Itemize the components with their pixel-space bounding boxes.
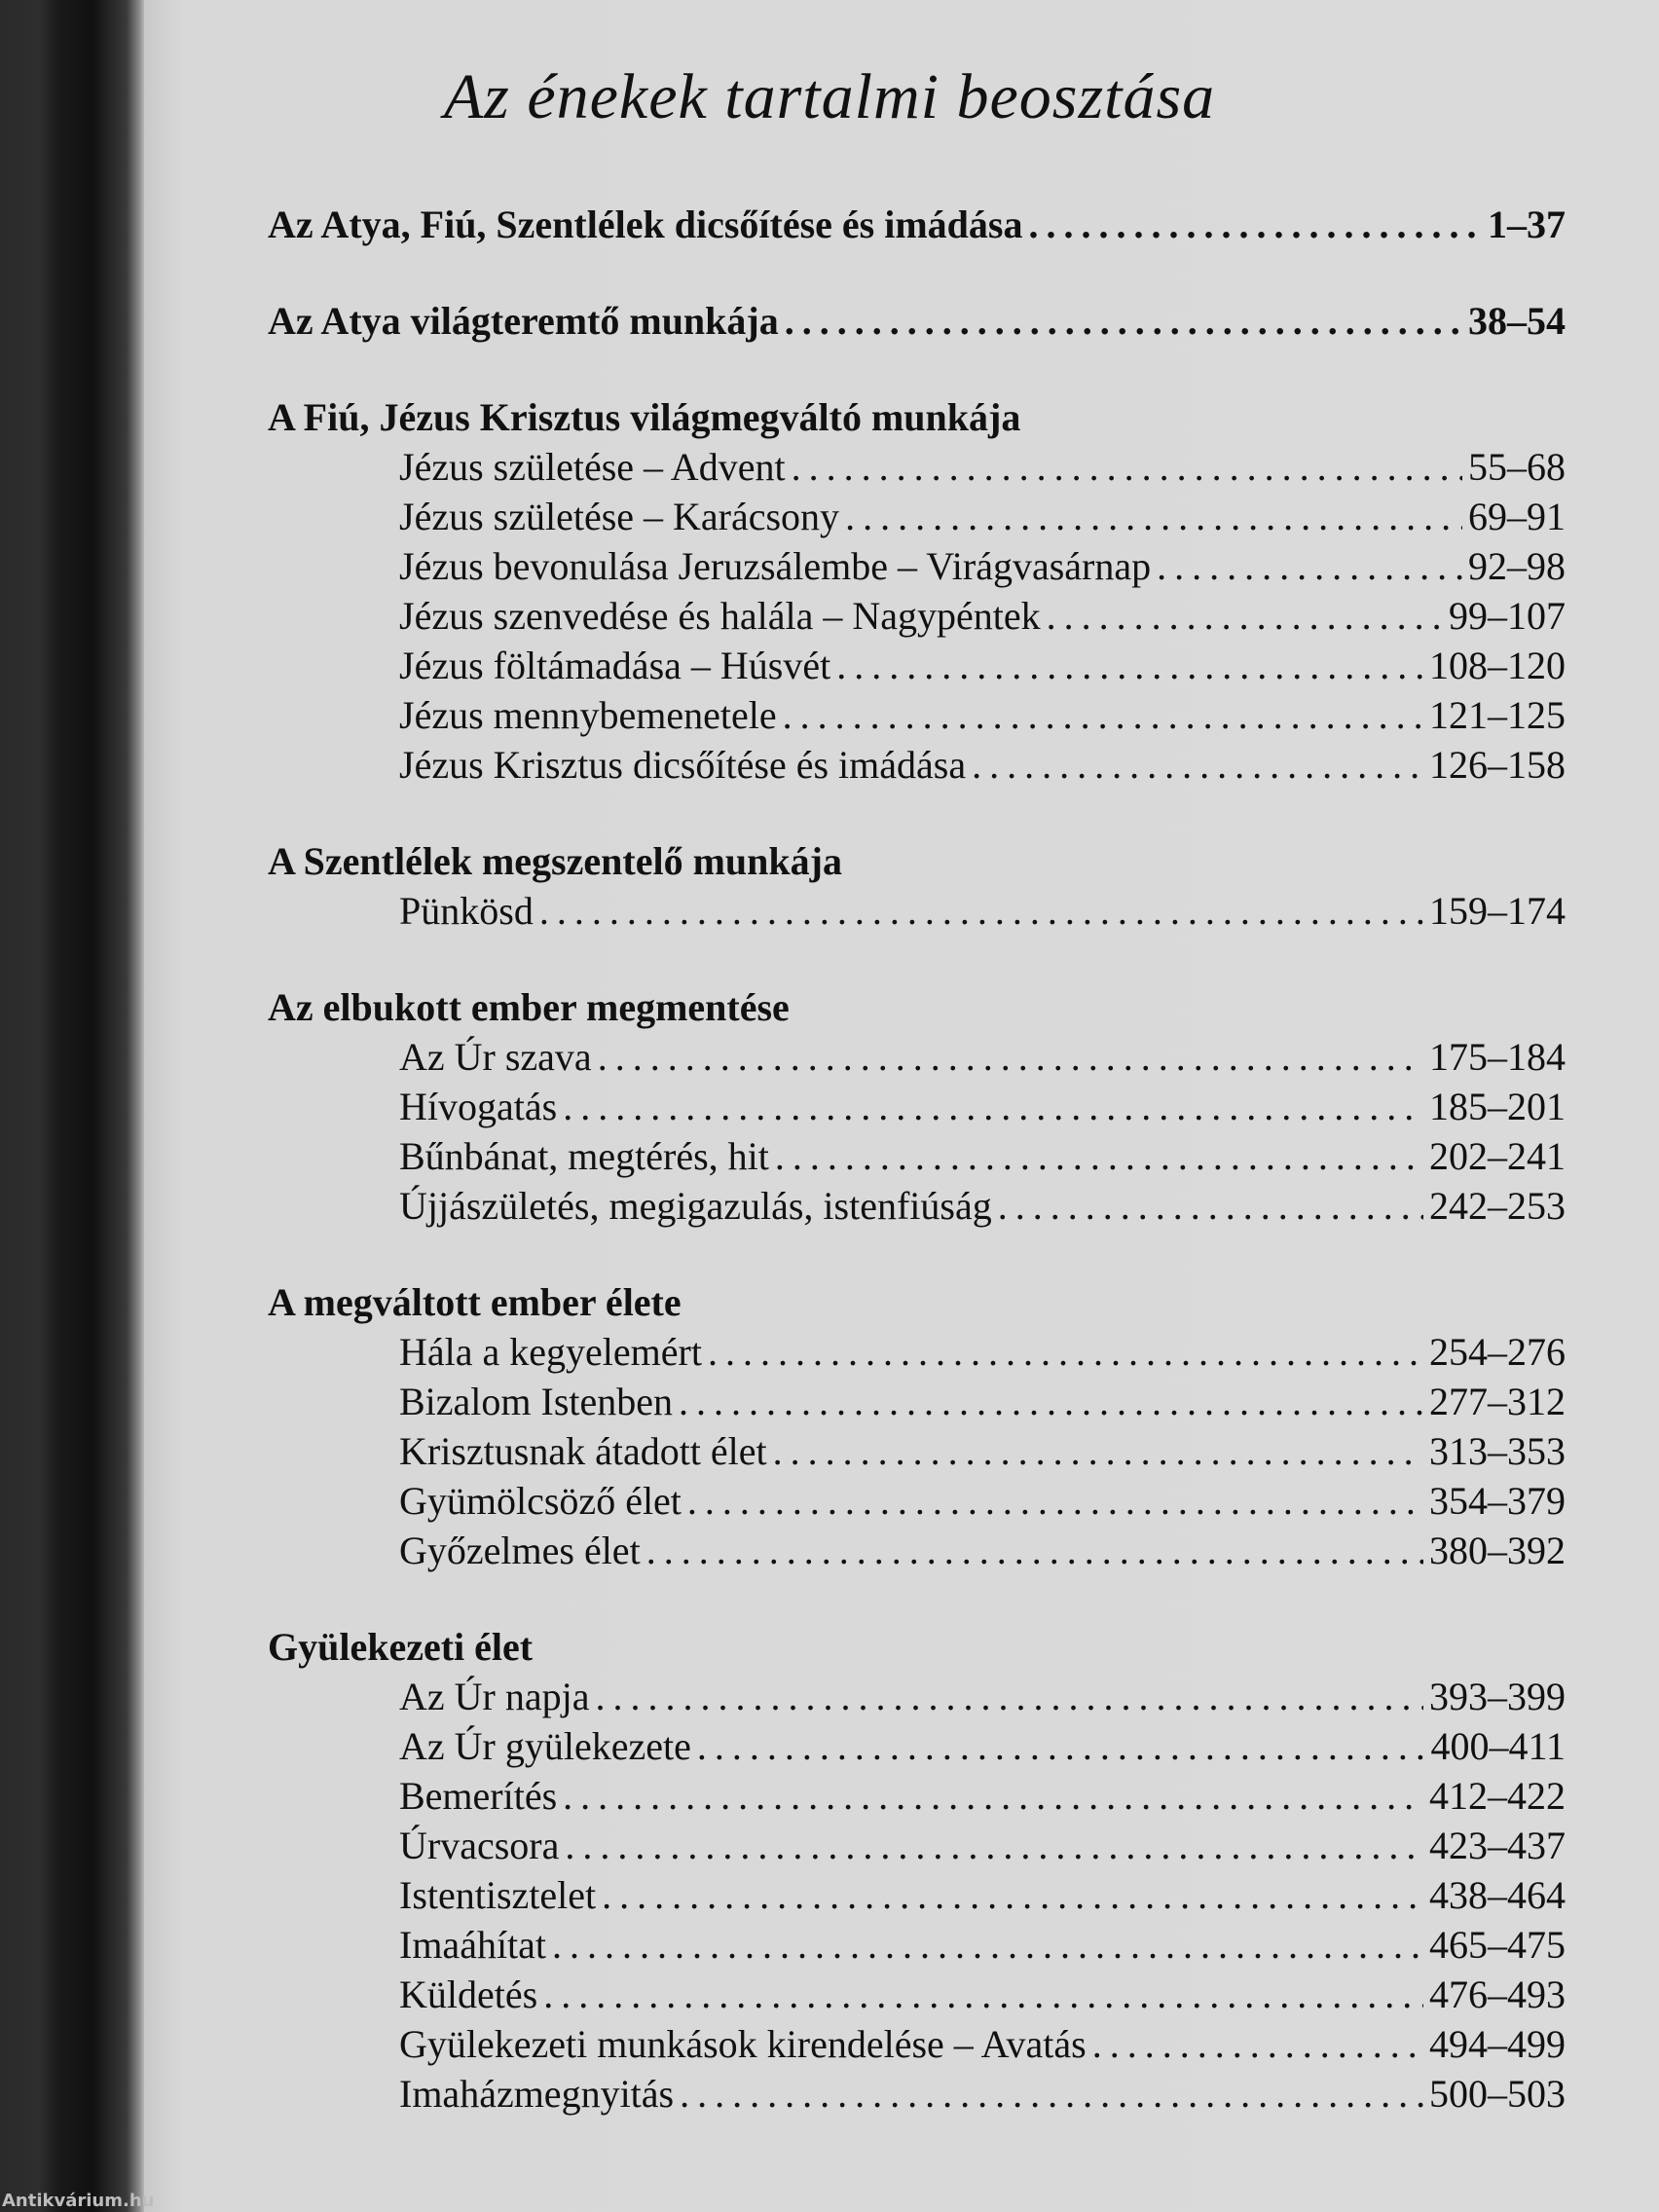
toc-entry <box>268 1672 1566 1721</box>
dot-leader <box>679 1377 1423 1426</box>
entry-range: 242–253 <box>1429 1184 1566 1228</box>
toc-entry <box>268 1721 1566 1771</box>
entry-range: 393–399 <box>1429 1675 1566 1718</box>
toc-entry <box>268 442 1566 492</box>
dot-leader <box>687 1476 1423 1526</box>
entry-title: Küldetés <box>399 1972 538 2016</box>
entry-range: 494–499 <box>1429 2022 1566 2066</box>
dot-leader <box>836 641 1423 690</box>
entry-title: Bizalom Istenben <box>399 1380 674 1423</box>
dot-leader <box>595 1672 1423 1721</box>
dot-leader <box>773 1426 1423 1476</box>
entry-title: Jézus bevonulása Jeruzsálembe – Virágvasárnap <box>399 544 1152 588</box>
toc-entry <box>268 492 1566 541</box>
toc-entry <box>268 1526 1566 1575</box>
toc-entry <box>268 1821 1566 1870</box>
entry-title: Jézus születése – Karácsony <box>399 495 840 538</box>
entry-title: Úrvacsora <box>399 1824 560 1867</box>
entry-range: 277–312 <box>1429 1380 1566 1423</box>
toc-section-heading <box>268 1277 1566 1327</box>
toc-section-heading <box>268 1622 1566 1672</box>
dot-leader <box>539 886 1423 936</box>
entry-range: 108–120 <box>1429 644 1566 687</box>
dot-leader <box>972 740 1423 790</box>
entry-range: 121–125 <box>1429 693 1566 737</box>
toc-entry <box>268 1920 1566 1970</box>
entry-title: Hála a kegyelemért <box>399 1330 702 1374</box>
entry-range: 438–464 <box>1429 1873 1566 1917</box>
toc-section-heading <box>268 836 1566 886</box>
entry-range: 354–379 <box>1429 1479 1566 1523</box>
dot-leader <box>775 1131 1423 1181</box>
entry-range: 313–353 <box>1429 1429 1566 1473</box>
toc-section-heading <box>268 296 1566 346</box>
dot-leader <box>646 1526 1423 1575</box>
toc-entry <box>268 2069 1566 2119</box>
entry-title: Győzelmes élet <box>399 1529 641 1572</box>
page-title: Az énekek tartalmi beosztása <box>443 61 1216 132</box>
section-title: Gyülekezeti élet <box>268 1625 534 1669</box>
entry-title: Bűnbánat, megtérés, hit <box>399 1134 769 1178</box>
toc-entry <box>268 1131 1566 1181</box>
toc-entry <box>268 2019 1566 2069</box>
toc-entry <box>268 1082 1566 1131</box>
entry-range: 159–174 <box>1429 889 1566 933</box>
watermark: Antikvárium.hu <box>2 2191 155 2211</box>
section-title: A megváltott ember élete <box>268 1280 682 1324</box>
entry-range: 465–475 <box>1429 1923 1566 1967</box>
entry-title: Gyümölcsöző élet <box>399 1479 682 1523</box>
dot-leader <box>1092 2019 1423 2069</box>
toc-section-heading <box>268 982 1566 1032</box>
dot-leader <box>563 1082 1423 1131</box>
dot-leader <box>708 1327 1423 1377</box>
toc-section-heading <box>268 200 1566 249</box>
entry-title: Hívogatás <box>399 1085 558 1128</box>
dot-leader <box>563 1771 1423 1821</box>
toc-entry <box>268 1870 1566 1920</box>
entry-range: 476–493 <box>1429 1972 1566 2016</box>
section-range: 38–54 <box>1468 299 1566 343</box>
section-range: 1–37 <box>1488 203 1566 246</box>
entry-range: 412–422 <box>1429 1774 1566 1818</box>
dot-leader <box>1047 591 1443 641</box>
dot-leader <box>785 296 1462 346</box>
toc-entry <box>268 1970 1566 2019</box>
dot-leader <box>792 442 1462 492</box>
entry-range: 185–201 <box>1429 1085 1566 1128</box>
entry-range: 99–107 <box>1449 594 1566 638</box>
entry-range: 400–411 <box>1430 1724 1566 1768</box>
entry-range: 69–91 <box>1468 495 1566 538</box>
toc-entry <box>268 1181 1566 1231</box>
entry-title: Újjászületés, megigazulás, istenfiúság <box>399 1184 992 1228</box>
dot-leader <box>680 2069 1423 2119</box>
entry-title: Imaházmegnyitás <box>399 2072 675 2116</box>
toc-entry <box>268 1426 1566 1476</box>
entry-title: Az Úr szava <box>399 1035 592 1079</box>
entry-range: 202–241 <box>1429 1134 1566 1178</box>
toc-entry <box>268 1771 1566 1821</box>
dot-leader <box>602 1870 1423 1920</box>
toc-entry <box>268 740 1566 790</box>
entry-title: Jézus Krisztus dicsőítése és imádása <box>399 743 967 787</box>
entry-title: Az Úr napja <box>399 1675 590 1718</box>
section-title: Az Atya, Fiú, Szentlélek dicsőítése és imádása <box>268 203 1023 246</box>
section-title: Az Atya világteremtő munkája <box>268 299 779 343</box>
entry-range: 500–503 <box>1429 2072 1566 2116</box>
entry-title: Pünkösd <box>399 889 534 933</box>
section-title: A Fiú, Jézus Krisztus világmegváltó munkája <box>268 395 1021 439</box>
entry-title: Imaáhítat <box>399 1923 547 1967</box>
entry-range: 55–68 <box>1468 445 1566 489</box>
dot-leader <box>783 690 1423 740</box>
table-of-contents <box>268 200 1566 2119</box>
entry-title: Istentisztelet <box>399 1873 597 1917</box>
entry-title: Jézus születése – Advent <box>399 445 786 489</box>
toc-entry <box>268 886 1566 936</box>
dot-leader <box>1029 200 1483 249</box>
entry-title: Gyülekezeti munkások kirendelése – Avatás <box>399 2022 1087 2066</box>
toc-entry <box>268 641 1566 690</box>
entry-title: Jézus szenvedése és halála – Nagypéntek <box>399 594 1041 638</box>
dot-leader <box>1157 541 1462 591</box>
entry-title: Az Úr gyülekezete <box>399 1724 691 1768</box>
entry-range: 423–437 <box>1429 1824 1566 1867</box>
toc-entry <box>268 1032 1566 1082</box>
entry-title: Bemerítés <box>399 1774 558 1818</box>
toc-entry <box>268 591 1566 641</box>
dot-leader <box>598 1032 1423 1082</box>
dot-leader <box>543 1970 1423 2019</box>
entry-title: Krisztusnak átadott élet <box>399 1429 767 1473</box>
section-title: A Szentlélek megszentelő munkája <box>268 839 842 883</box>
toc-entry <box>268 1476 1566 1526</box>
dot-leader <box>565 1821 1423 1870</box>
book-spine-shadow <box>0 0 146 2212</box>
toc-entry <box>268 690 1566 740</box>
entry-range: 254–276 <box>1429 1330 1566 1374</box>
toc-entry <box>268 1377 1566 1426</box>
toc-section-heading <box>268 392 1566 442</box>
entry-title: Jézus föltámadása – Húsvét <box>399 644 831 687</box>
entry-range: 126–158 <box>1429 743 1566 787</box>
entry-range: 380–392 <box>1429 1529 1566 1572</box>
dot-leader <box>845 492 1462 541</box>
entry-range: 175–184 <box>1429 1035 1566 1079</box>
dot-leader <box>697 1721 1425 1771</box>
toc-entry <box>268 541 1566 591</box>
section-title: Az elbukott ember megmentése <box>268 985 790 1029</box>
dot-leader <box>998 1181 1423 1231</box>
entry-title: Jézus mennybemenetele <box>399 693 777 737</box>
dot-leader <box>552 1920 1423 1970</box>
entry-range: 92–98 <box>1468 544 1566 588</box>
toc-entry <box>268 1327 1566 1377</box>
